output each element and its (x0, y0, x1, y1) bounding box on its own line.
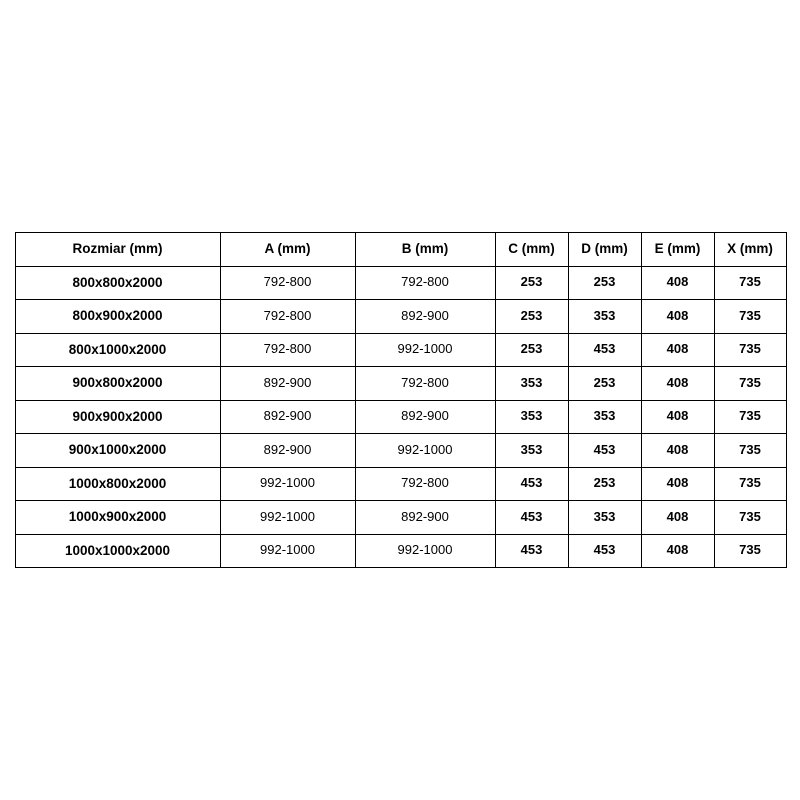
cell-e: 408 (641, 534, 714, 568)
column-header-d: D (mm) (568, 233, 641, 267)
cell-b: 792-800 (355, 266, 495, 300)
cell-c: 353 (495, 434, 568, 468)
cell-c: 353 (495, 367, 568, 401)
cell-e: 408 (641, 501, 714, 535)
cell-e: 408 (641, 300, 714, 334)
cell-a: 792-800 (220, 300, 355, 334)
cell-e: 408 (641, 266, 714, 300)
column-header-b: B (mm) (355, 233, 495, 267)
cell-c: 453 (495, 534, 568, 568)
cell-d: 253 (568, 467, 641, 501)
cell-c: 353 (495, 400, 568, 434)
table-row (15, 534, 786, 568)
cell-x: 735 (714, 501, 786, 535)
cell-d: 253 (568, 266, 641, 300)
cell-a: 792-800 (220, 266, 355, 300)
cell-size: 900x1000x2000 (15, 434, 220, 468)
cell-size: 1000x1000x2000 (15, 534, 220, 568)
cell-c: 253 (495, 266, 568, 300)
cell-d: 353 (568, 400, 641, 434)
table-header (15, 233, 786, 267)
cell-b: 792-800 (355, 367, 495, 401)
cell-e: 408 (641, 333, 714, 367)
table-row (15, 367, 786, 401)
column-header-c: C (mm) (495, 233, 568, 267)
cell-b: 992-1000 (355, 534, 495, 568)
cell-size: 800x900x2000 (15, 300, 220, 334)
column-header-rozmiar: Rozmiar (mm) (15, 233, 220, 267)
cell-x: 735 (714, 333, 786, 367)
table-row (15, 300, 786, 334)
table-row (15, 400, 786, 434)
cell-b: 892-900 (355, 400, 495, 434)
cell-d: 453 (568, 534, 641, 568)
cell-c: 253 (495, 300, 568, 334)
column-header-x: X (mm) (714, 233, 786, 267)
cell-a: 992-1000 (220, 501, 355, 535)
cell-c: 253 (495, 333, 568, 367)
table-header-row (15, 233, 786, 267)
column-header-e: E (mm) (641, 233, 714, 267)
cell-b: 892-900 (355, 300, 495, 334)
cell-e: 408 (641, 400, 714, 434)
cell-x: 735 (714, 367, 786, 401)
cell-a: 792-800 (220, 333, 355, 367)
cell-size: 800x800x2000 (15, 266, 220, 300)
spec-table-container (15, 232, 786, 568)
cell-a: 992-1000 (220, 467, 355, 501)
cell-d: 353 (568, 501, 641, 535)
cell-c: 453 (495, 501, 568, 535)
cell-d: 253 (568, 367, 641, 401)
cell-a: 892-900 (220, 367, 355, 401)
cell-size: 800x1000x2000 (15, 333, 220, 367)
cell-e: 408 (641, 467, 714, 501)
table-row (15, 434, 786, 468)
cell-x: 735 (714, 467, 786, 501)
table-row (15, 333, 786, 367)
cell-e: 408 (641, 434, 714, 468)
cell-d: 453 (568, 333, 641, 367)
cell-a: 992-1000 (220, 534, 355, 568)
cell-b: 892-900 (355, 501, 495, 535)
cell-size: 900x800x2000 (15, 367, 220, 401)
dimensions-table (15, 232, 787, 568)
cell-size: 1000x800x2000 (15, 467, 220, 501)
cell-c: 453 (495, 467, 568, 501)
cell-b: 992-1000 (355, 333, 495, 367)
cell-a: 892-900 (220, 400, 355, 434)
cell-x: 735 (714, 400, 786, 434)
cell-x: 735 (714, 534, 786, 568)
cell-e: 408 (641, 367, 714, 401)
cell-b: 992-1000 (355, 434, 495, 468)
cell-x: 735 (714, 266, 786, 300)
column-header-a: A (mm) (220, 233, 355, 267)
table-body (15, 266, 786, 568)
table-row (15, 467, 786, 501)
table-row (15, 266, 786, 300)
cell-x: 735 (714, 300, 786, 334)
cell-d: 353 (568, 300, 641, 334)
cell-b: 792-800 (355, 467, 495, 501)
cell-size: 1000x900x2000 (15, 501, 220, 535)
cell-x: 735 (714, 434, 786, 468)
table-row (15, 501, 786, 535)
cell-size: 900x900x2000 (15, 400, 220, 434)
cell-a: 892-900 (220, 434, 355, 468)
cell-d: 453 (568, 434, 641, 468)
